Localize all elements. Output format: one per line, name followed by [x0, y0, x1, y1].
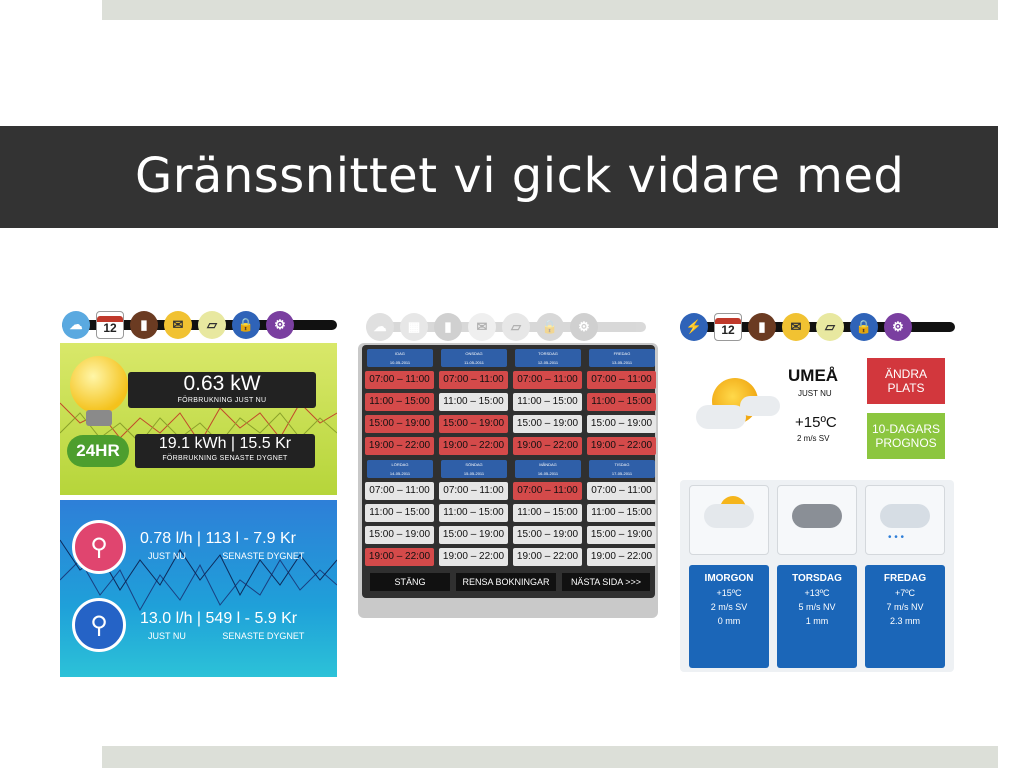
free-time-slot[interactable]: 19:00 – 22:00 — [513, 548, 582, 566]
forecast-temp: +7ºC — [894, 588, 916, 598]
now-label: JUST NU — [798, 389, 832, 398]
day-header — [367, 349, 433, 367]
day-date: 13-05-2011 — [611, 360, 633, 365]
door-icon[interactable]: ▮ — [434, 313, 462, 341]
booked-time-slot[interactable]: 15:00 – 19:00 — [439, 415, 508, 433]
lock-icon[interactable]: 🔒 — [232, 311, 260, 339]
day-name: IDAG — [395, 351, 405, 356]
free-time-slot[interactable]: 11:00 – 15:00 — [365, 504, 434, 522]
day-header — [515, 349, 581, 367]
forecast-day-card[interactable] — [777, 565, 857, 668]
day-header — [515, 460, 581, 478]
mail-icon[interactable]: ✉ — [468, 313, 496, 341]
cold-water-label-now: JUST NU — [148, 631, 186, 641]
forecast-rain: 1 mm — [805, 616, 829, 626]
booked-time-slot[interactable]: 07:00 – 11:00 — [439, 371, 508, 389]
day-header — [589, 349, 655, 367]
mail-icon[interactable]: ✉ — [782, 313, 810, 341]
free-time-slot[interactable]: 11:00 – 15:00 — [439, 504, 508, 522]
free-time-slot[interactable]: 15:00 – 19:00 — [587, 526, 656, 544]
day-name: ONSDAG — [465, 351, 483, 356]
calendar-icon[interactable]: ▦ — [400, 313, 428, 341]
now-wind: 2 m/s SV — [797, 434, 830, 443]
lightbulb-base — [86, 410, 112, 426]
day-date: 10-05-2011 — [389, 360, 411, 365]
day-header — [589, 460, 655, 478]
forecast-day: TORSDAG — [792, 573, 842, 584]
free-time-slot[interactable]: 15:00 – 19:00 — [513, 526, 582, 544]
slide-title: Gränssnittet vi gick vidare med — [135, 148, 905, 204]
daily-readout — [135, 434, 315, 468]
schedule-toolbar — [366, 310, 646, 344]
forecast-day-card[interactable] — [689, 565, 769, 668]
daily-value: 19.1 kWh | 15.5 Kr — [158, 435, 292, 452]
weather-icon[interactable]: ☁ — [62, 311, 90, 339]
now-temperature: +15ºC — [795, 414, 837, 431]
forecast-day: FREDAG — [883, 573, 927, 584]
booked-time-slot[interactable]: 11:00 – 15:00 — [365, 393, 434, 411]
door-icon[interactable]: ▮ — [748, 313, 776, 341]
booked-time-slot[interactable]: 11:00 – 15:00 — [587, 393, 656, 411]
rain-icon — [865, 485, 945, 555]
free-time-slot[interactable]: 11:00 – 15:00 — [439, 393, 508, 411]
day-date: 14-05-2011 — [389, 471, 411, 476]
day-date: 11-05-2011 — [464, 360, 484, 365]
clear-bookings-button[interactable]: RENSA BOKNINGAR — [456, 573, 556, 591]
free-time-slot[interactable]: 11:00 – 15:00 — [513, 504, 582, 522]
cloud-icon — [740, 396, 780, 416]
free-time-slot[interactable]: 07:00 – 11:00 — [587, 482, 656, 500]
free-time-slot[interactable]: 15:00 – 19:00 — [439, 526, 508, 544]
bottom-accent-bar — [102, 746, 998, 768]
ten-day-forecast-button[interactable]: 10-DAGARS PROGNOS — [867, 413, 945, 459]
day-header — [367, 460, 433, 478]
booked-time-slot[interactable]: 07:00 – 11:00 — [513, 371, 582, 389]
day-date: 15-05-2011 — [463, 471, 485, 476]
hot-water-value: 0.78 l/h | 113 l - 7.9 Kr — [140, 530, 296, 547]
forecast-wind: 5 m/s NV — [798, 602, 836, 612]
weather-toolbar — [680, 310, 955, 344]
cold-water-readout — [140, 610, 320, 641]
free-time-slot[interactable]: 11:00 – 15:00 — [587, 504, 656, 522]
door-icon[interactable]: ▮ — [130, 311, 158, 339]
booked-time-slot[interactable]: 19:00 – 22:00 — [513, 437, 582, 455]
washing-icon[interactable]: ▱ — [198, 311, 226, 339]
free-time-slot[interactable]: 15:00 – 19:00 — [587, 415, 656, 433]
settings-icon[interactable]: ⚙ — [884, 313, 912, 341]
power-readout — [128, 372, 316, 408]
day-date: 16-05-2011 — [537, 471, 559, 476]
free-time-slot[interactable]: 15:00 – 19:00 — [365, 526, 434, 544]
rain-drops-icon: • • • — [888, 532, 905, 543]
next-page-button[interactable]: NÄSTA SIDA >>> — [562, 573, 650, 591]
free-time-slot[interactable]: 15:00 – 19:00 — [513, 415, 582, 433]
day-name: TORSDAG — [538, 351, 558, 356]
hot-water-readout — [140, 530, 320, 561]
forecast-wind: 7 m/s NV — [886, 602, 924, 612]
booked-time-slot[interactable]: 07:00 – 11:00 — [587, 371, 656, 389]
calendar-icon[interactable]: 12 — [714, 313, 742, 341]
day-date: 12-05-2011 — [537, 360, 559, 365]
hot-water-icon: ⚲ — [72, 520, 126, 574]
booked-time-slot[interactable]: 19:00 – 22:00 — [365, 437, 434, 455]
free-time-slot[interactable]: 07:00 – 11:00 — [365, 482, 434, 500]
day-name: SÖNDAG — [465, 462, 483, 467]
sun-cloud-icon — [689, 485, 769, 555]
power-value: 0.63 kW — [183, 372, 261, 395]
booked-time-slot[interactable]: 07:00 – 11:00 — [365, 371, 434, 389]
free-time-slot[interactable]: 19:00 – 22:00 — [439, 548, 508, 566]
cloud-icon — [696, 405, 746, 429]
top-accent-bar — [102, 0, 998, 20]
change-place-button[interactable]: ÄNDRA PLATS — [867, 358, 945, 404]
forecast-temp: +15ºC — [716, 588, 742, 598]
lock-icon[interactable]: 🔒 — [536, 313, 564, 341]
cold-water-label-day: SENASTE DYGNET — [222, 631, 305, 641]
calendar-icon[interactable]: 12 — [96, 311, 124, 339]
lock-icon[interactable]: 🔒 — [850, 313, 878, 341]
day-header — [441, 460, 507, 478]
power-label: FÖRBRUKNING JUST NU — [177, 397, 267, 404]
daily-label: FÖRBRUKNING SENASTE DYGNET — [162, 455, 288, 462]
booked-time-slot[interactable]: 19:00 – 22:00 — [365, 548, 434, 566]
mail-icon[interactable]: ✉ — [164, 311, 192, 339]
day-name: TISDAG — [614, 462, 630, 467]
forecast-wind: 2 m/s SV — [710, 602, 748, 612]
weather-icon[interactable]: ⚡ — [680, 313, 708, 341]
forecast-rain: 2.3 mm — [889, 616, 920, 626]
free-time-slot[interactable]: 11:00 – 15:00 — [513, 393, 582, 411]
lightbulb-icon — [70, 356, 128, 414]
forecast-rain: 0 mm — [717, 616, 741, 626]
hot-water-label-day: SENASTE DYGNET — [222, 551, 305, 561]
close-button[interactable]: STÄNG — [370, 573, 450, 591]
day-name: FREDAG — [613, 351, 631, 356]
booked-time-slot[interactable]: 19:00 – 22:00 — [439, 437, 508, 455]
forecast-day-card[interactable] — [865, 565, 945, 668]
settings-icon[interactable]: ⚙ — [266, 311, 294, 339]
forecast-temp: +13ºC — [804, 588, 830, 598]
day-name: MÅNDAG — [539, 462, 557, 467]
day-date: 17-05-2011 — [611, 471, 633, 476]
washing-icon[interactable]: ▱ — [502, 313, 530, 341]
forecast-day: IMORGON — [704, 573, 754, 584]
day-name: LÖRDAG — [391, 462, 409, 467]
booked-time-slot[interactable]: 19:00 – 22:00 — [587, 437, 656, 455]
cloud-icon — [777, 485, 857, 555]
24hr-badge: 24HR — [67, 435, 129, 467]
booked-time-slot[interactable]: 07:00 – 11:00 — [513, 482, 582, 500]
weather-icon[interactable]: ☁ — [366, 313, 394, 341]
energy-toolbar — [62, 308, 337, 342]
settings-icon[interactable]: ⚙ — [570, 313, 598, 341]
hot-water-label-now: JUST NU — [148, 551, 186, 561]
cold-water-icon: ⚲ — [72, 598, 126, 652]
booked-time-slot[interactable]: 15:00 – 19:00 — [365, 415, 434, 433]
free-time-slot[interactable]: 07:00 – 11:00 — [439, 482, 508, 500]
day-header — [441, 349, 507, 367]
cold-water-value: 13.0 l/h | 549 l - 5.9 Kr — [140, 610, 298, 627]
washing-icon[interactable]: ▱ — [816, 313, 844, 341]
city-name: UMEÅ — [788, 366, 839, 385]
free-time-slot[interactable]: 19:00 – 22:00 — [587, 548, 656, 566]
